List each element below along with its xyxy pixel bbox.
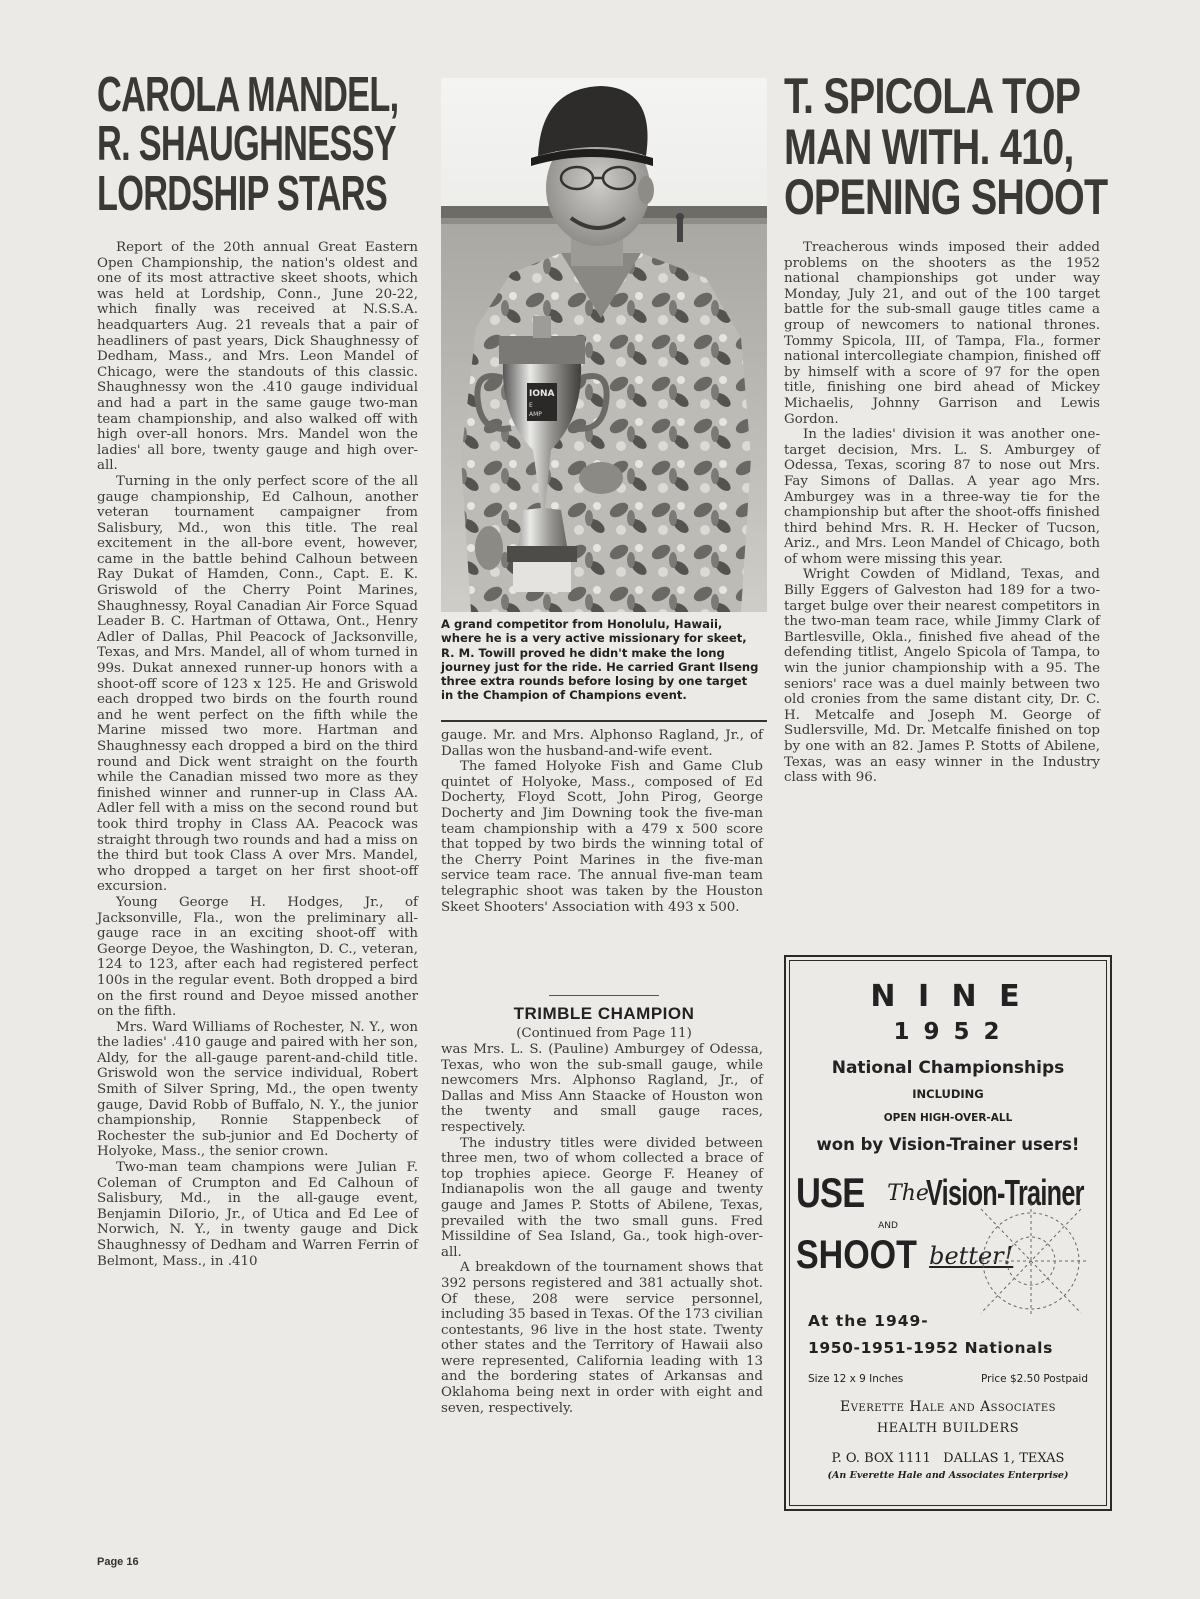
right-headline-line: T. SPICOLA TOP: [784, 68, 1081, 124]
ad-size: Size 12 x 9 Inches: [808, 1373, 904, 1385]
photo: [441, 78, 767, 612]
photo-image: [441, 78, 767, 612]
ad-health: HEALTH BUILDERS: [876, 1421, 1020, 1436]
ad-company: Everette Hale and Associates: [839, 1399, 1057, 1415]
paragraph: was Mrs. L. S. (Pauline) Amburgey of Odessa, Texas, who won the sub-small gauge, while newcomers Mrs. Alphonso Ragland, Jr., of Dallas and Miss Ann Staacke of Houston won the twenty and small gauge races, respectively.: [441, 1042, 763, 1135]
ad-the: The: [887, 1180, 929, 1206]
paragraph: A breakdown of the tournament shows that 392 persons registered and 381 actually shot. Of these, 208 were service personnel, including 35 based in Texas. Of the 173 civilian contestants, 96 live in the host state. Twenty other states and the Territory of Hawaii also were represented, California leading with 13 and the bordering states of Arkansas and Oklahoma being next in order with eight and seven, respectively.: [441, 1260, 763, 1416]
ad-national: National Championships: [831, 1058, 1065, 1078]
paragraph: Mrs. Ward Williams of Rochester, N. Y., won the ladies' .410 gauge and paired with her son, Aldy, for the all-gauge parent-and-child title. Griswold won the service individual, Robert Smith of Silver Spring, Md., the open twenty gauge, David Robb of Buffalo, N. Y., the junior championship, Ronnie Stappenbeck of Rochester the sub-junior and Ed Docherty of Holyoke, Mass., the senior crown.: [97, 1019, 418, 1160]
photo-caption: A grand competitor from Honolulu, Hawaii, where he is a very active missionary for skeet, R. M. Towill proved he didn't make the long journey just for the ride. He carried Grant Ilseng three extra rounds before losing by one target in the Champion of Champions event.: [441, 617, 759, 703]
right-body: [784, 240, 1100, 786]
ad-use: USE: [796, 1169, 865, 1216]
paragraph: gauge. Mr. and Mrs. Alphonso Ragland, Jr., of Dallas won the husband-and-wife event.: [441, 728, 763, 759]
right-headline-line: MAN WITH. 410,: [784, 118, 1074, 175]
section-divider: [549, 995, 659, 996]
left-headline-line: LORDSHIP STARS: [97, 166, 388, 221]
ad-shoot: SHOOT: [796, 1233, 917, 1277]
ad-target-graphic: [971, 1189, 1091, 1319]
trimble-subhead: TRIMBLE CHAMPION: [513, 1004, 695, 1023]
ad-price: Price $2.50 Postpaid: [981, 1373, 1088, 1385]
ad-years: 1950-1951-1952 Nationals: [808, 1339, 1053, 1357]
continued-note: (Continued from Page 11): [516, 1026, 692, 1041]
left-headline-line: R. SHAUGHNESSY: [97, 117, 396, 172]
ad-at-the: At the 1949-: [808, 1312, 929, 1330]
paragraph: Treacherous winds imposed their added problems on the shooters as the 1952 national championships got under way Monday, July 21, and out of the 100 target battle for the sub-small gauge titles came a group of newcomers to national thrones. Tommy Spicola, III, of Tampa, Fla., former national intercollegiate champion, finished off by himself with a score of 97 for the open title, finishing one bird ahead of Mickey Michaelis, Johnny Garrison and Lewis Gordon.: [784, 240, 1100, 427]
ad-open-hoa: OPEN HIGH-OVER-ALL: [883, 1112, 1013, 1124]
vision-trainer-ad: [784, 955, 1112, 1511]
ad-year: 1 9 5 2: [893, 1019, 1003, 1045]
left-headline-line: CAROLA MANDEL,: [97, 68, 399, 122]
ad-won-by: won by Vision-Trainer users!: [816, 1135, 1080, 1154]
ad-brand: Vision-Trainer: [926, 1172, 1084, 1213]
left-body: [97, 240, 418, 1269]
left-headline: [97, 70, 427, 220]
paragraph: Wright Cowden of Midland, Texas, and Billy Eggers of Galveston had 189 for a two-target bulge over their nearest competitors in the two-man team race, while Jimmy Clark of Bartlesville, Okla., finished five ahead of the defending titlist, Angelo Spicola of Tampa, to win the junior championship with a 95. The seniors' race was a duel mainly between two old cronies from the same distant city, Dr. C. H. Metcalfe and Joseph M. George of Sudlersville, Md. Dr. Metcalfe finished on top by one with an 82. James P. Stotts of Abilene, Texas, was an easy winner in the Industry class with 96.: [784, 567, 1100, 786]
ad-including: INCLUDING: [912, 1087, 984, 1101]
middle-body: [441, 728, 763, 915]
middle-body-2: [441, 1042, 763, 1416]
ad-nine: N I N E: [870, 979, 1026, 1014]
paragraph: In the ladies' division it was another one-target decision, Mrs. L. S. Amburgey of Odessa, Texas, scoring 87 to nose out Mrs. Fay Simons of Dallas. A year ago Mrs. Amburgey was in a three-way tie for the championship but after the shoot-offs finished third behind Mrs. R. H. Hecker of Tucson, Ariz., and Mrs. Leon Mandel of Chicago, both of whom were missing this year.: [784, 427, 1100, 567]
paragraph: The famed Holyoke Fish and Game Club quintet of Holyoke, Mass., composed of Ed Docherty, Floyd Scott, John Pirog, George Docherty and Jim Downing took the five-man team championship with a 479 x 500 score that topped by two birds the winning total of the Cherry Point Marines in the five-man service team race. The annual five-man team telegraphic shoot was taken by the Houston Skeet Shooters' Association with 493 x 500.: [441, 759, 763, 915]
ad-and: AND: [878, 1221, 898, 1231]
paragraph: The industry titles were divided between three men, two of whom collected a brace of top trophies apiece. George F. Heaney of Indianapolis won the all gauge and twenty gauge and James P. Stotts of Abilene, Texas, prevailed with the two small guns. Fred Missildine of Sea Island, Ga., took high-over-all.: [441, 1135, 763, 1260]
trophy-plate-text: IONA: [529, 389, 555, 399]
paragraph: Young George H. Hodges, Jr., of Jacksonville, Fla., won the preliminary all-gauge race in an exciting shoot-off with George Deyoe, the Washington, D. C., veteran, 124 to 123, after each had registered perfect 100s in the regular event. Both dropped a bird on the first round and Deyoe missed another on the fifth.: [97, 894, 418, 1020]
right-headline-line: OPENING SHOOT: [784, 169, 1108, 225]
paragraph: Two-man team champions were Julian F. Coleman of Crumpton and Ed Calhoun of Salisbury, Md., in the all-gauge event, Benjamin DiIorio, Jr., of Utica and Ed Lee of Norwich, N. Y., in twenty gauge and Dick Shaughnessy of Dedham and Warren Ferrin of Belmont, Mass., in .410: [97, 1160, 418, 1269]
paragraph: Turning in the only perfect score of the all gauge championship, Ed Calhoun, another veteran tournament campaigner from Salisbury, Md., won this title. The real excitement in the all-bore event, however, came in the battle behind Calhoun between Ray Dukat of Hamden, Conn., Capt. E. K. Griswold of the Cherry Point Marines, Shaughnessy, Royal Canadian Air Force Squad Leader B. C. Hartman of Ottawa, Ont., Henry Adler of Dallas, Phil Peacock of Jacksonville, Texas, and Mrs. Mandel, all of whom turned in 99s. Dukat annexed runner-up honors with a shoot-off score of 123 x 125. He and Griswold each dropped two birds on the fourth round and he went perfect on the fifth while the Marine missed two more. Hartman and Shaughnessy each dropped a bird on the third round and Dick went straight on the fourth while the Canadian missed two more as they finished winner and runner-up in Class AA. Adler fell with a miss on the second round but took third trophy in Class AA. Peacock was straight through two rounds and had a miss on the third but took Class A over Mrs. Mandel, who dropped a target on her first shoot-off excursion.: [97, 473, 418, 895]
trophy-plate-text: AMP: [529, 411, 542, 418]
page-number: Page 16: [97, 1556, 139, 1568]
ad-address: P. O. BOX 1111 DALLAS 1, TEXAS: [831, 1451, 1065, 1466]
ad-better: better!: [929, 1241, 1014, 1270]
trophy-plate-text: E: [529, 402, 533, 409]
paragraph: Report of the 20th annual Great Eastern Open Championship, the nation's oldest and one of its most attractive skeet shoots, which was held at Lordship, Conn., June 20-22, which finally was received at N.S.S.A. headquarters Aug. 21 reveals that a pair of headliners of past years, Dick Shaughnessy of Dedham, Mass., and Mrs. Leon Mandel of Chicago, were the standouts of this classic. Shaughnessy won the .410 gauge individual and had a part in the same gauge two-man team championship, and also walked off with high over-all honors. Mrs. Mandel won the ladies' all bore, twenty gauge and high over-all.: [97, 240, 418, 474]
caption-rule: [441, 720, 767, 722]
right-headline: [784, 70, 1114, 224]
ad-enterprise: (An Everette Hale and Associates Enterprise): [827, 1470, 1069, 1481]
